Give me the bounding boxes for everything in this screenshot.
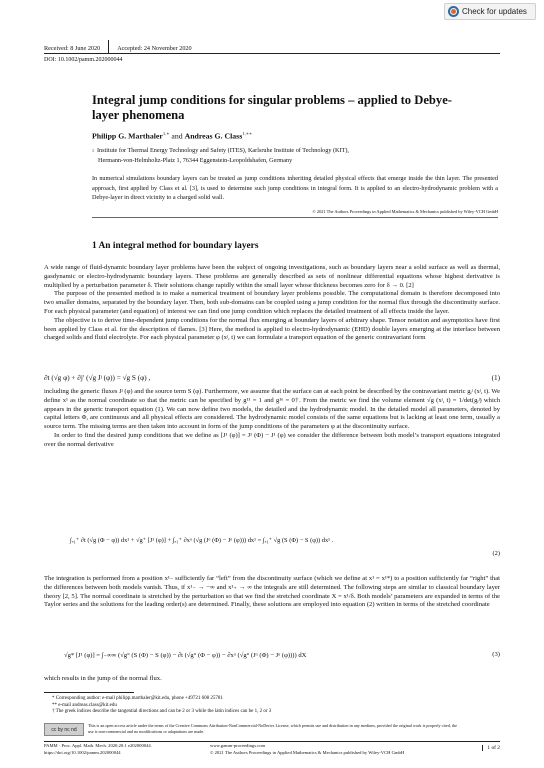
- received-date: Received: 8 June 2020: [44, 40, 109, 54]
- author-2: Andreas G. Class: [184, 131, 243, 141]
- equation-3-number: (3): [492, 651, 500, 658]
- paper-title: Integral jump conditions for singular problems – applied to Debye-layer phenomena: [92, 93, 453, 122]
- section-body-block-3: [44, 575, 500, 610]
- accepted-date: Accepted: 24 November 2020: [117, 45, 192, 52]
- footer-journal: [44, 743, 152, 756]
- equation-1-number: (1): [491, 374, 500, 382]
- license-block: [44, 723, 464, 736]
- paragraph-3: The objective is to derive time-dependent jump conditions for the normal flux emerging at boundary layers of arbitrary shape. Tensor notation and asymptotics have first been applied by Class et al. for the description of flames. [3] Here, the method is applied to electro-hydrodynamic (EHD) double layers emerging at the interface between charged solids and fluid electrolyte. For each physical parameter φ (xʲ, t) we can formulate a transport equation of the generic contravariant form: [44, 316, 500, 342]
- paragraph-7: which results in the jump of the normal flux.: [44, 675, 162, 682]
- equation-3-body: √g* [J¹ (φ)] = ∫₋∞∞ (√g° (S (Φ) − S (φ)) − ∂t (√g° (Φ − φ)) − ∂xᵅ (√g° (Jᵅ (Φ) − Jᵅ (φ)))) dX: [64, 652, 307, 659]
- affiliation-line-1: Institute for Thermal Energy Technology and Safety (ITES), Karlsruhe Institute of Technology (KIT),: [97, 147, 349, 154]
- section-body-block-4: [44, 675, 500, 684]
- header-divider: [44, 53, 500, 54]
- dates-row: [44, 40, 192, 54]
- section-heading: 1 An integral method for boundary layers: [92, 241, 259, 251]
- equation-2-body: ∫ₓ₁⁺ ∂t (√g (Φ − φ)) dx¹ + √g⁺ [J¹ (φ)] + ∫ₓ₁⁺ ∂xᵅ (√g (Jᵅ (Φ) − Jᵅ (φ))) dx¹ = ∫ₓ₁⁺ √g (S (Φ) − S (φ)) dx¹ .: [70, 537, 334, 544]
- equation-1-body: ∂t (√g φ) + ∂jʹ (√g Jʲ (φ)) = √g S (φ) ,: [44, 374, 151, 382]
- paragraph-4: including the generic fluxes Jʲ (φ) and the source term S (φ). Furthermore, we assume that the surface can at each point be described by the contravariant metric gᵢʲ (xʲ, t). We define x¹ as the normal coordinate so that the metric can be specified by g¹¹ = 1 and g¹ᵅ = 0†. From the metric we find the volume element √g (xʲ, t) = 1/det(gᵢʲ) which appears in the generic transport equation (1). We can now define two models, the detailed and the hydrodynamic model. In the detailed model all parameters, denoted by capital letters Φ, are continuous and all physical effects are considered. The hydrodynamic model consists of the same equations but is lacking at least one term, usually a source term. The missing terms are then taken into account in form of the jump conditions of the parameters φ at the discontinuity surface.: [44, 388, 500, 431]
- footer-divider: [44, 741, 500, 742]
- abstract-copyright: © 2021 The Authors Proceedings in Applied Mathematics & Mechanics published by Wiley-VCH GmbH: [312, 209, 498, 214]
- footer-copyright: © 2021 The Authors Proceedings in Applied Mathematics & Mechanics published by Wiley-VCH GmbH: [210, 749, 405, 755]
- paragraph-1: A wide range of fluid-dynamic boundary layer problems have been the subject of ongoing investigations, such as boundary layers near a solid surface as well as thermal, gasdynamic or electro-hydrodynamic boundary layers. These problems are generally described as sets of nonlinear differential equations whose highest derivative is multiplied by a perturbation parameter δ. Their solutions change rapidly within the small layer whose thickness becomes zero for δ → 0. [2]: [44, 264, 500, 289]
- author-1-marks: 1,∗: [162, 131, 170, 136]
- abstract: In numerical simulations boundary layers can be treated as jump conditions inheriting detailed physical effects that emerge inside the thin layer. The presented approach, first applied by Class et al. [3], is used to determine such jump conditions in integral form. It is applied to an electro-hydrodynamic problem with a Debye-layer in direct vicinity to a charged solid wall.: [92, 175, 498, 201]
- author-1: Philipp G. Marthaler: [92, 131, 163, 141]
- page-number: 1 of 2: [482, 745, 500, 751]
- footer-site[interactable]: www.gamm-proceedings.com: [210, 743, 266, 748]
- author-2-marks: 1,∗∗: [242, 131, 252, 136]
- abstract-divider: [92, 217, 498, 218]
- footer-center: [210, 743, 404, 756]
- affiliation: 1 Institute for Thermal Energy Technology and Safety (ITES), Karlsruhe Institute of Technology (KIT), Hermann-von-Helmholtz-Platz 1, 76344 Eggenstein-Leopoldshafen, Germany: [92, 146, 472, 165]
- footnotes: [52, 696, 271, 716]
- check-for-updates-label: Check for updates: [462, 7, 527, 16]
- footer-journal-line: PAMM · Proc. Appl. Math. Mech. 2020;20:1 e202000044.: [44, 743, 152, 748]
- crossmark-icon: [448, 6, 459, 17]
- paragraph-2: The purpose of the presented method is to make a numerical treatment of boundary layer problems possible. The computational domain is therefore decomposed into two smaller domains, separated by the boundary layer. Then, both sub-domains can be coupled using a jump condition for the normal flux through the discontinuity surface. For each physical parameter (and equation) of interest we can find one jump condition which replaces the detailed treatment of all effects inside the layer.: [44, 290, 500, 315]
- equation-2-number: (2): [492, 550, 500, 557]
- author-and: and: [169, 131, 185, 141]
- doi-link[interactable]: DOI: 10.1002/pamm.202000044: [44, 57, 123, 63]
- license-text: This is an open access article under the terms of the Creative Commons Attribution-NonCommercial-NoDerivs License, which permits use and distribution in any medium, provided the original work is properly cited, the use is non-commercial and no modifications or adaptations are made.: [88, 723, 457, 734]
- author-list: [92, 131, 252, 141]
- affiliation-line-2: Hermann-von-Helmholtz-Platz 1, 76344 Eggenstein-Leopoldshafen, Germany: [98, 156, 293, 164]
- footnote-corresponding: * Corresponding author: e-mail philipp.marthaler@kit.edu, phone +49721 608 25781: [52, 696, 223, 701]
- paragraph-5: In order to find the desired jump conditions that we define as [J¹ (φ)] = J¹ (Φ) − J¹ (φ) we consider the difference between both model’s transport equations integrated over the normal derivative: [44, 431, 500, 448]
- footnote-divider: [44, 692, 134, 693]
- footnote-indices: † The greek indices describe the tangential directions and can be 2 or 3 while the latin indices can be 1, 2 or 3: [52, 709, 272, 715]
- footnote-email: ** e-mail andreas.class@kit.edu: [52, 702, 117, 708]
- check-for-updates-button[interactable]: [444, 3, 536, 20]
- section-body-block-1: [44, 264, 500, 343]
- creative-commons-icon: cc by nc nd: [44, 723, 84, 736]
- section-body-block-2: [44, 388, 500, 450]
- paragraph-6: The integration is performed from a position x¹₋ sufficiently far “left” from the discontinuity surface (which we define at x¹ = x¹*) to a position sufficiently far “right” that the differences between both models vanish. Thus, if x¹₋ → −∞ and x¹₊ → ∞ the integrals are still determined. The following steps are similar to classical boundary layer theory [2, 5]. The normal coordinate is stretched by the perturbation so that we find the stretched coordinate X = x¹/δ. Both models’ parameters are expanded in terms of the Taylor series and the solutions for the leading order(s) are determined. Finally, these solutions are employed into equation (2) written in terms of the stretched coordinate: [44, 575, 500, 609]
- footer-url[interactable]: https://doi.org/10.1002/pamm.202000044: [44, 749, 121, 755]
